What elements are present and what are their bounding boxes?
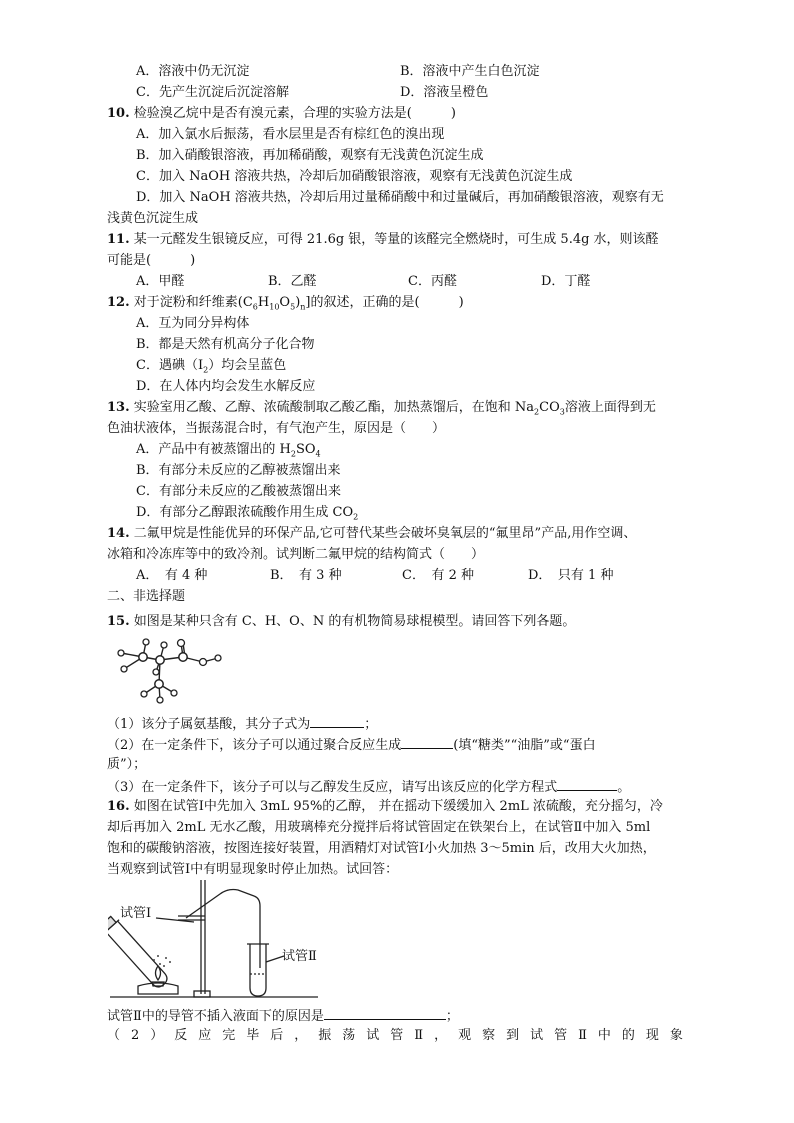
q16-part-2-char: 现 xyxy=(645,1028,659,1043)
question-14-cont: 冰箱和冷冻库等中的致冷剂。试判断二氟甲烷的结构简式（ ） xyxy=(107,547,485,562)
q16-part-2-char: 应 xyxy=(198,1028,212,1043)
question-14: 14. 二氟甲烷是性能优异的环保产品,它可替代某些会破坏臭氧层的“氟里昂”产品,用作空调、 xyxy=(107,526,637,541)
q10-option-d: D．加入 NaOH 溶液共热，冷却后用过量稀硝酸中和过量碱后，再加硝酸银溶液，观察有无 xyxy=(136,190,664,205)
q16-part-2-char: ， xyxy=(434,1028,448,1043)
q12-option-c: C．遇碘$(I_2)$均会呈蓝色 xyxy=(136,358,287,375)
answer-blank[interactable] xyxy=(310,715,364,728)
q10-option-d-cont: 浅黄色沉淀生成 xyxy=(107,211,199,226)
q16-part-2-char: 察 xyxy=(482,1028,496,1043)
q16-part-2-char: 后 xyxy=(270,1028,284,1043)
question-16-cont-3: 当观察到试管Ⅰ中有明显现象时停止加热。试回答： xyxy=(107,862,399,877)
question-number: 10. xyxy=(107,106,130,121)
question-number: 14. xyxy=(107,526,130,541)
question-11-cont: 可能是( ) xyxy=(107,253,196,268)
question-15: 15. 如图是某种只含有 C、H、O、N 的有机物简易球棍模型。请回答下列各题。 xyxy=(107,614,576,629)
q12-option-a: A．互为同分异构体 xyxy=(136,316,250,331)
q14-option-b: B． 有 3 种 xyxy=(270,568,342,583)
q16-part-2-char: 试 xyxy=(366,1028,380,1043)
q14-option-a: A． 有 4 种 xyxy=(136,568,208,583)
question-stem: 检验溴乙烷中是否有溴元素，合理的实验方法是( ) xyxy=(133,106,456,121)
q16-part-2 xyxy=(107,1028,683,1044)
answer-blank[interactable] xyxy=(401,736,453,749)
question-number: 13. xyxy=(107,400,130,415)
q16-part-1: 试管Ⅱ中的导管不插入液面下的原因是 ； xyxy=(107,1009,459,1024)
q15-part-1: （1）该分子属氨基酸，其分子式为 ； xyxy=(107,717,378,732)
question-10 xyxy=(107,106,456,122)
q16-part-2-char: ） xyxy=(150,1028,164,1043)
q14-option-d: D． 只有 1 种 xyxy=(528,568,614,583)
q16-part-2-char: 试 xyxy=(530,1028,544,1043)
question-13-cont: 色油状液体，当振荡混合时，有气泡产生，原因是（ ） xyxy=(107,421,446,436)
question-12: 12. 对于淀粉和纤维素$(C_6H_{10}O_5)_n$]的叙述，正确的是( ) xyxy=(107,295,464,312)
q15-part-2: （2）在一定条件下，该分子可以通过聚合反应生成 (填“糖类”“油脂”或“蛋白 xyxy=(107,738,596,753)
q16-part-2-char: 中 xyxy=(597,1028,611,1043)
q11-option-c: C．丙醛 xyxy=(408,274,457,289)
question-16-cont-1: 却后再加入 2mL 无水乙酸，用玻璃棒充分搅拌后将试管固定在铁架台上，在试管Ⅱ中加入 5ml xyxy=(107,820,651,835)
q16-part-2-char: 象 xyxy=(669,1028,683,1043)
q12-option-b: B．都是天然有机高分子化合物 xyxy=(136,337,315,352)
q10-option-c: C．加入 NaOH 溶液共热，冷却后加硝酸银溶液，观察有无浅黄色沉淀生成 xyxy=(136,169,573,184)
q10-option-a: A．加入氯水后振荡，看水层里是否有棕红色的溴出现 xyxy=(136,127,445,142)
q9-option-a: A．溶液中仍无沉淀 xyxy=(136,64,250,79)
q15-part-2-cont: 质”）； xyxy=(107,757,147,772)
q16-part-2-char: 毕 xyxy=(246,1028,260,1043)
answer-blank[interactable] xyxy=(324,1007,446,1020)
q13-option-b: B．有部分未反应的乙醇被蒸馏出来 xyxy=(136,463,341,478)
question-number: 12. xyxy=(107,295,130,310)
q16-part-2-char: 振 xyxy=(318,1028,332,1043)
q13-option-c: C．有部分未反应的乙酸被蒸馏出来 xyxy=(136,484,341,499)
label-test-tube-1: 试管Ⅰ xyxy=(120,906,152,921)
question-11 xyxy=(107,232,659,248)
q16-part-2-char: ， xyxy=(294,1028,308,1043)
q16-part-2-char: 反 xyxy=(174,1028,188,1043)
q16-part-2-char: Ⅱ xyxy=(578,1028,587,1043)
q10-option-b: B．加入硝酸银溶液，再加稀硝酸，观察有无浅黄色沉淀生成 xyxy=(136,148,484,163)
question-13: 13. 实验室用乙酸、乙醇、浓硫酸制取乙酸乙酯，加热蒸馏后，在饱和 $Na_2CO_3$溶液上面得到无 xyxy=(107,400,656,417)
question-16-cont-2: 饱和的碳酸钠溶液，按图连接好装置，用酒精灯对试管Ⅰ小火加热 3～5min 后，改用大火加热， xyxy=(107,841,656,856)
q11-option-a: A．甲醛 xyxy=(136,274,185,289)
q16-part-2-char: 管 xyxy=(390,1028,404,1043)
q9-option-c: C．先产生沉淀后沉淀溶解 xyxy=(136,85,289,100)
q14-option-c: C． 有 2 种 xyxy=(402,568,474,583)
q16-part-2-char: 到 xyxy=(506,1028,520,1043)
q12-option-d: D．在人体内均会发生水解反应 xyxy=(136,379,316,394)
q9-option-b: B．溶液中产生白色沉淀 xyxy=(400,64,540,79)
question-16: 16. 如图在试管Ⅰ中先加入 3mL 95%的乙醇， 并在摇动下缓缓加入 2mL 浓硫酸，充分摇匀，冷 xyxy=(107,799,663,814)
q16-part-2-char: 完 xyxy=(222,1028,236,1043)
q16-part-2-char: 观 xyxy=(458,1028,472,1043)
q11-option-b: B．乙醛 xyxy=(268,274,317,289)
q11-option-d: D．丁醛 xyxy=(541,274,591,289)
q16-part-2-char: 的 xyxy=(621,1028,635,1043)
question-stem: 某一元醛发生银镜反应，可得 21.6g 银，等量的该醛完全燃烧时，可生成 5.4g 水，则该醛 xyxy=(133,232,659,247)
q13-option-a: A．产品中有被蒸馏出的 $H_2SO_4$ xyxy=(136,442,321,459)
q16-part-2-char: 2 xyxy=(131,1028,140,1043)
q9-option-d: D．溶液呈橙色 xyxy=(400,85,489,100)
q15-part-3: （3）在一定条件下，该分子可以与乙醇发生反应，请写出该反应的化学方程式 。 xyxy=(107,780,631,795)
question-number: 16. xyxy=(107,799,130,814)
q16-part-2-char: Ⅱ xyxy=(414,1028,424,1043)
ball-stick-model-figure xyxy=(108,636,228,710)
question-number: 11. xyxy=(107,232,130,247)
label-test-tube-2: 试管Ⅱ xyxy=(282,949,317,964)
answer-blank[interactable] xyxy=(557,778,617,791)
q13-option-d: D．有部分乙醇跟浓硫酸作用生成 $CO_2$ xyxy=(136,505,359,522)
section-heading: 二、非选择题 xyxy=(107,589,186,604)
q16-part-2-char: （ xyxy=(107,1028,121,1043)
question-number: 15. xyxy=(107,614,130,629)
q16-part-2-char: 荡 xyxy=(342,1028,356,1043)
apparatus-figure xyxy=(108,878,328,1002)
q16-part-2-char: 管 xyxy=(554,1028,568,1043)
